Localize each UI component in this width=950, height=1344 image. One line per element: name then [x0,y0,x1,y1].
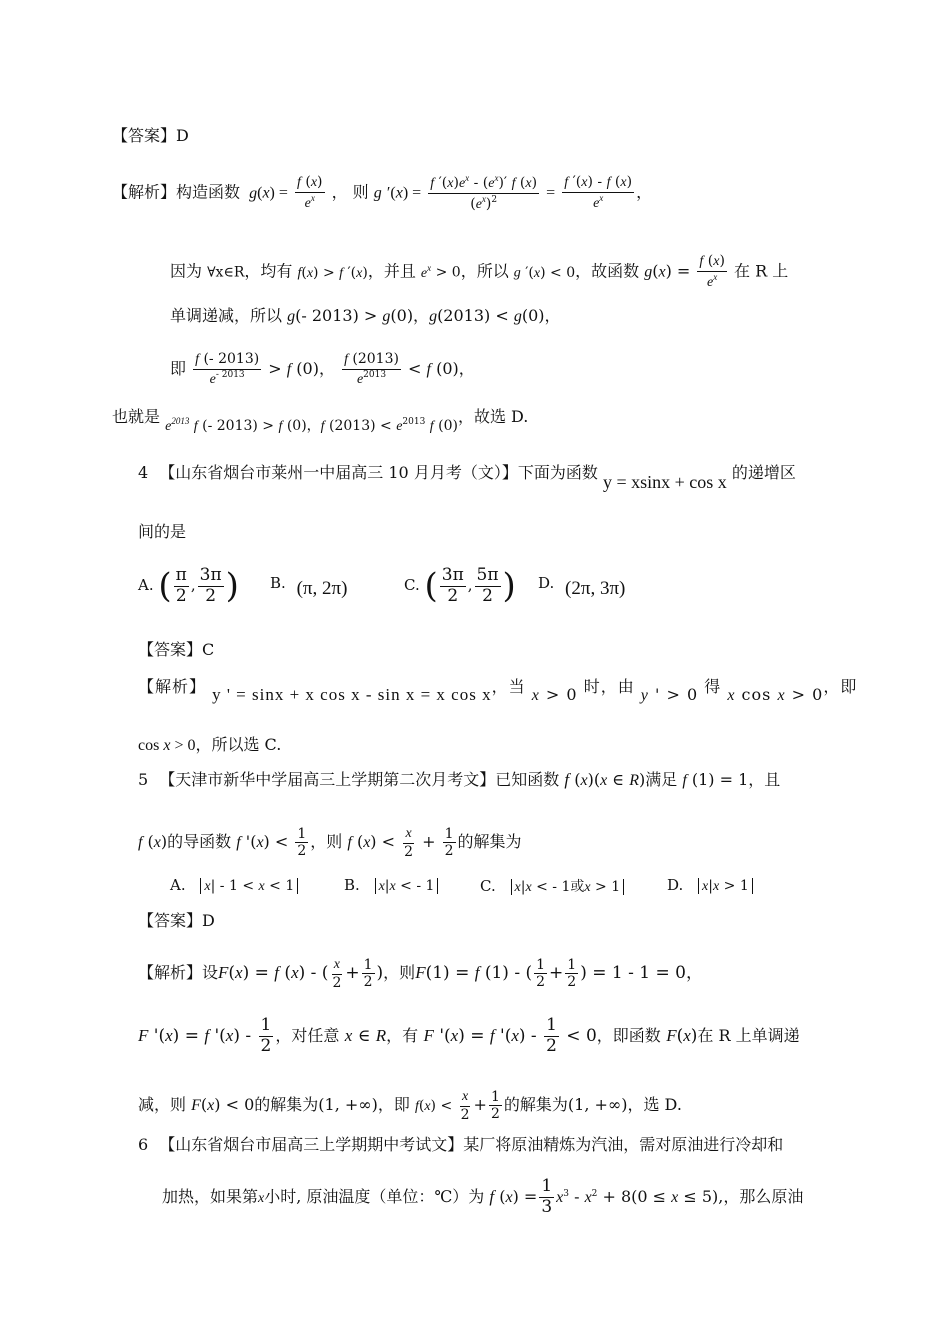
q5-analysis-line1: 【解析】设F(x) = f (x) - ( $\frac{x}{2}$ + $\frac{1}{2}$ )，则F(1) = f (1) - ( $\frac{1}{2}$ + $\frac{1}{2}$ ) = 1 - 1 = 0， [138,956,703,991]
q5-answer: 【答案】D [138,911,215,930]
q4-option-a: A. ( $\frac{\pi}{2}$ , $\frac{3\pi}{2}$ ) [138,564,239,606]
q5-analysis-line3: 减，则 F(x) < 0的解集为(1, +∞)，即 f(x) < $\frac{x}{2}$ + $\frac{1}{2}$ 的解集为(1, +∞)，选 D. [138,1088,682,1123]
q4-stem-line2: 间的是 [138,522,187,541]
q5-option-d: D. x|x > 1 [667,876,753,895]
analysis-prev-line3: 单调递减，所以 g(- 2013) > g(0)，g(2013) < g(0)， [170,306,561,325]
q4-option-d: D. (2π, 3π) [538,574,626,599]
analysis-prev-line1: 【解析】构造函数 g(x) = $\frac{f (x)}{e^x}$ ， 则 g ′(x) = $\frac{f '(x)e^x - (e^x)' f (x)}{(e^x)^2}$ = $\frac{f '(x) - f (x)}{e^x}$ ， [112,173,653,212]
q5-stem-line2: f (x)的导函数 f '(x) < $\frac{1}{2}$ ，则 f (x) < $\frac{x}{2}$ + $\frac{1}{2}$ 的解集为 [138,825,522,860]
answer-prev: 【答案】D [112,126,189,145]
q4-analysis-line1: 【解析】 y ' = sinx + x cos x - sin x = x cos x，当 x > 0 时，由 y ' > 0 得 x cos x > 0，即 [138,677,858,704]
q5-stem-line1: 5 【天津市新华中学届高三上学期第二次月考文】已知函数 f (x)(x ∈ R)满足 f (1) = 1，且 [138,770,781,789]
analysis-prev-line5: 也就是 $e^{2013}$ f (- 2013) > f (0)，f $(2013) < e^{2013}$ f (0)，故选 D. [112,407,529,434]
q4-option-b: B. (π, 2π) [270,574,348,599]
q6-stem-line1: 6 【山东省烟台市届高三上学期期中考试文】某厂将原油精炼为汽油，需对原油进行冷却和 [138,1135,784,1154]
q4-answer: 【答案】C [138,640,215,659]
q5-option-b: B. x|x < - 1 [344,876,438,895]
q4-option-c: C. ( $\frac{3\pi}{2}$ , $\frac{5\pi}{2}$ ) [404,564,516,606]
q5-analysis-line2: F '(x) = f '(x) - $\frac{1}{2}$ ，对任意 x ∈ R，有 F '(x) = f '(x) - $\frac{1}{2}$ < 0，即函数 F(x)在 R 上单调递 [138,1015,800,1056]
q4-stem-line1: 4 【山东省烟台市莱州一中届高三 10 月月考（文）】下面为函数 y = xsinx + cos x 的递增区 [138,463,796,492]
analysis-prev-line4: 即 $\frac{f (- 2013)}{e^{- 2013}}$ > f (0)， $\frac{f (2013)}{e^{2013}}$ < f (0)， [170,351,475,387]
q4-analysis-line2: cos x > 0，所以选 C. [138,735,282,754]
q5-option-c: C. x|x < - 1或x > 1 [480,876,624,896]
q5-option-a: A. x| - 1 < x < 1 [170,876,298,895]
analysis-prev-line2: 因为 ∀x∈R，均有 f(x) > f ′(x)，并且 $e^x > 0$，所以 g ′(x) < 0，故函数 g(x) = $\frac{f (x)}{e^x}$ 在 R 上 [170,253,789,290]
q6-stem-line2: 加热，如果第x小时, 原油温度（单位：℃）为 f (x) = $\frac{1}{3}$ $x^3 - x^2 + 8(0 \le x \le 5)$,，那么原油 [162,1176,804,1217]
